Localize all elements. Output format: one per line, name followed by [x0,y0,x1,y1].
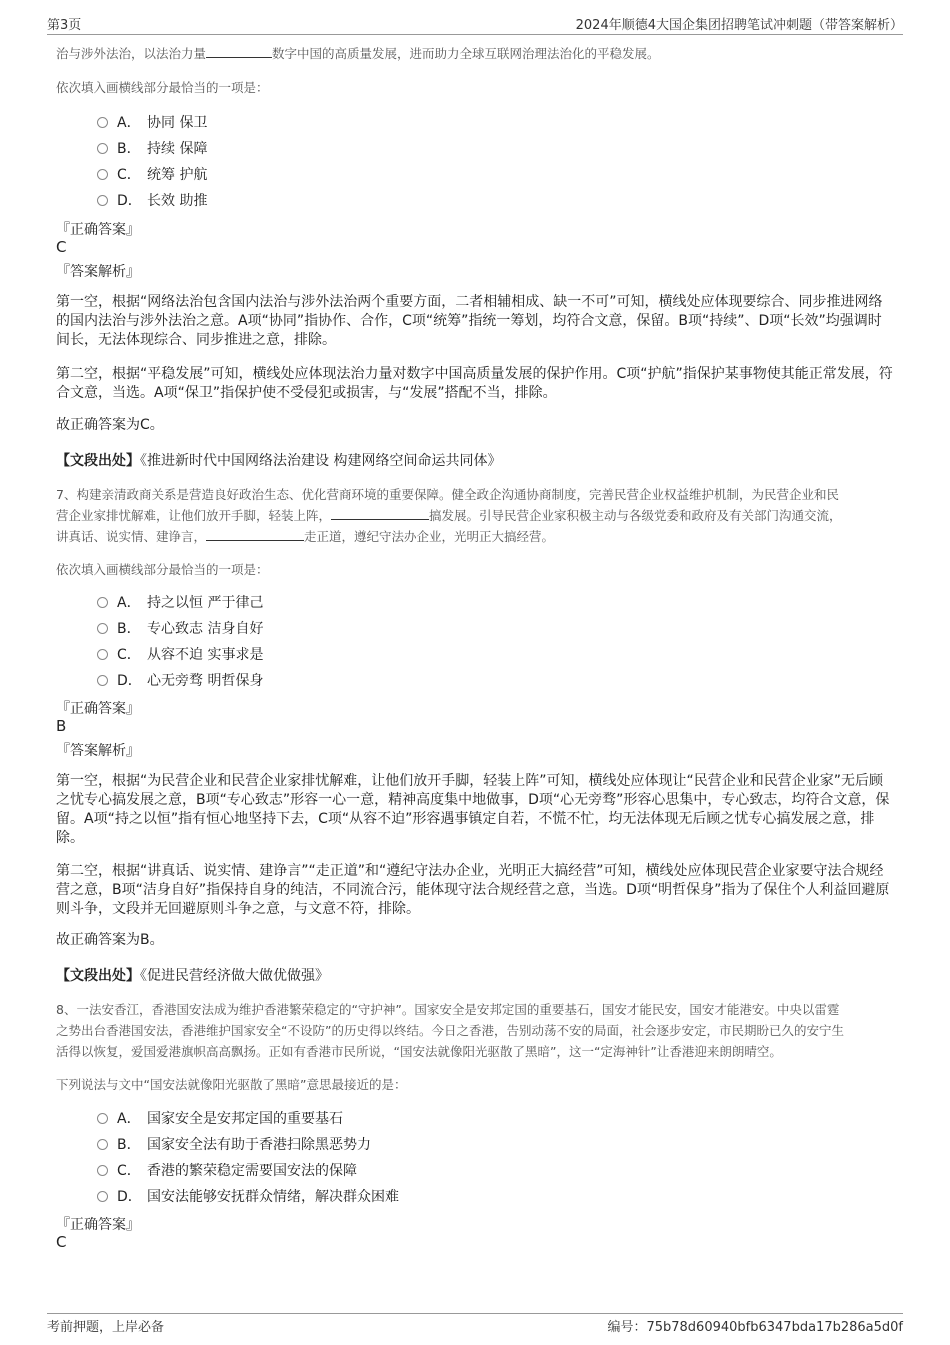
option-text: 专心致志 洁身自好 [147,621,264,637]
option-d[interactable] [97,1186,399,1208]
option-letter: D． [117,193,142,209]
option-text: 持之以恒 严于律己 [147,595,264,611]
radio-icon[interactable] [97,117,108,128]
option-c[interactable] [97,164,207,186]
option-a[interactable] [97,592,263,614]
answer-label: 『正确答案』 [56,701,140,717]
page-header [47,14,903,35]
source-label: 【文段出处】 [56,968,140,984]
option-letter: D． [117,1189,142,1205]
analysis-paragraph: 第二空，根据“平稳发展”可知，横线处应体现法治力量对数字中国高质量发展的保护作用。C项“护航”指保护某事物使其能正常发展，符合文意，当选。A项“保卫”指保护使不受侵犯或损害，与“发展”搭配不当，排除。 [56,366,893,401]
radio-icon[interactable] [97,1165,108,1176]
q6-stem-tail [56,43,906,64]
q7-stem-line [56,505,916,526]
q8-stem-line: 之势出台香港国安法，香港维护国家安全“不设防”的历史得以终结。今日之香港，告别动荡不安的局面，社会逐步安定，市民期盼已久的安宁生 [56,1023,844,1038]
q7-stem-line: 7、构建亲清政商关系是营造良好政治生态、优化营商环境的重要保障。健全政企沟通协商制度，完善民营企业权益维护机制，为民营企业和民 [56,487,839,502]
q7-stem [56,484,916,547]
answer-value: B [56,717,67,735]
option-a[interactable] [97,112,207,134]
option-d[interactable] [97,190,207,212]
footer-slogan: 考前押题，上岸必备 [47,1320,165,1335]
option-letter: B． [117,621,141,637]
analysis-conclusion: 故正确答案为B。 [56,932,164,948]
q8-stem-line: 8、一法安香江，香港国安法成为维护香港繁荣稳定的“守护神”。国家安全是安邦定国的重要基石，国安才能民安，国安才能港安。中央以雷霆 [56,1002,840,1017]
q6-stem-text: 治与涉外法治，以法治力量 [56,46,207,61]
page-number: 第3页 [47,18,82,33]
radio-icon[interactable] [97,195,108,206]
q7-stem-line [56,526,916,547]
option-letter: C． [117,167,141,183]
option-text: 长效 助推 [147,193,208,209]
option-b[interactable] [97,618,263,640]
option-letter: B． [117,1137,141,1153]
option-letter: A． [117,115,141,131]
analysis-paragraph: 第二空，根据“讲真话、说实情、建诤言”“走正道”和“遵纪守法办企业，光明正大搞经营”可知，横线处应体现民营企业家要守法合规经营之意，B项“洁身自好”指保持自身的纯洁，不同流合污，能体现守法合规经营之意，当选。D项“明哲保身”指为了保住个人利益回避原则斗争，文段并无回避原则斗争之意，与文意不符，排除。 [56,863,890,917]
page-footer [47,1313,903,1336]
radio-icon[interactable] [97,623,108,634]
answer-value: C [56,1233,67,1251]
radio-icon[interactable] [97,1113,108,1124]
q6-stem-text: 数字中国的高质量发展，进而助力全球互联网治理法治化的平稳发展。 [272,46,660,61]
option-text: 心无旁骛 明哲保身 [147,673,264,689]
radio-icon[interactable] [97,169,108,180]
option-letter: C． [117,647,141,663]
document-title: 2024年顺德4大国企集团招聘笔试冲刺题（带答案解析） [575,18,903,33]
source-title: 《促进民营经济做大做优做强》 [140,968,329,984]
analysis-paragraph: 第一空，根据“为民营企业和民营企业家排忧解难，让他们放开手脚，轻装上阵”可知，横线处应体现让“民营企业和民营企业家”无后顾之忧专心搞发展之意，B项“专心致志”形容一心一意，精神高度集中地做事，D项“心无旁骛”形容心思集中，专心致志，均符合文意，保留。A项“持之以恒”指有恒心地坚持下去，C项“从容不迫”形容遇事镇定自若，不慌不忙，均无法体现无后顾之忧专心搞发展之意，排除。 [56,773,890,846]
answer-label: 『正确答案』 [56,222,140,238]
option-a[interactable] [97,1108,399,1130]
option-d[interactable] [97,670,263,692]
q7-stem-text: 讲真话、说实情、建诤言， [56,529,207,544]
radio-icon[interactable] [97,143,108,154]
radio-icon[interactable] [97,597,108,608]
option-text: 国家安全法有助于香港扫除黑恶势力 [147,1137,371,1153]
answer-label: 『正确答案』 [56,1217,140,1233]
option-letter: D． [117,673,142,689]
option-text: 持续 保障 [147,141,208,157]
radio-icon[interactable] [97,1139,108,1150]
q8-stem [56,999,916,1062]
source-title: 《推进新时代中国网络法治建设 构建网络空间命运共同体》 [140,453,502,469]
q7-options [97,592,263,692]
analysis-label: 『答案解析』 [56,743,140,759]
option-c[interactable] [97,644,263,666]
code-value: 75b78d60940bfb6347bda17b286a5d0f [646,1320,903,1335]
option-letter: C． [117,1163,141,1179]
option-text: 香港的繁荣稳定需要国安法的保障 [147,1163,357,1179]
option-b[interactable] [97,138,207,160]
option-letter: B． [117,141,141,157]
q6-options [97,112,207,212]
q8-options [97,1108,399,1208]
analysis-paragraph: 第一空，根据“网络法治包含国内法治与涉外法治两个重要方面，二者相辅相成、缺一不可”可知，横线处应体现要综合、同步推进网络的国内法治与涉外法治之意。A项“协同”指协作、合作，C项“统筹”指统一筹划，均符合文意，保留。B项“持续”、D项“长效”均强调时间长，无法体现综合、同步推进之意，排除。 [56,294,883,348]
radio-icon[interactable] [97,1191,108,1202]
option-b[interactable] [97,1134,399,1156]
q7-stem-text: 营企业家排忧解难，让他们放开手脚，轻装上阵， [56,508,332,523]
option-letter: A． [117,1111,141,1127]
analysis-label: 『答案解析』 [56,264,140,280]
option-text: 统筹 护航 [147,167,208,183]
document-code [607,1316,903,1335]
analysis-conclusion: 故正确答案为C。 [56,417,164,433]
radio-icon[interactable] [97,649,108,660]
option-c[interactable] [97,1160,399,1182]
option-text: 国家安全是安邦定国的重要基石 [147,1111,343,1127]
option-text: 协同 保卫 [147,115,208,131]
code-label: 编号： [607,1320,647,1335]
q6-prompt: 依次填入画横线部分最恰当的一项是： [56,80,269,95]
blank-line [331,507,429,520]
option-text: 从容不迫 实事求是 [147,647,264,663]
answer-value: C [56,238,67,256]
blank-line [206,45,272,58]
blank-line [206,528,304,541]
q8-prompt: 下列说法与文中“国安法就像阳光驱散了黑暗”意思最接近的是： [56,1077,407,1092]
option-letter: A． [117,595,141,611]
source-label: 【文段出处】 [56,453,140,469]
q7-prompt: 依次填入画横线部分最恰当的一项是： [56,562,269,577]
radio-icon[interactable] [97,675,108,686]
q7-stem-text: 搞发展。引导民营企业家积极主动与各级党委和政府及有关部门沟通交流， [429,508,842,523]
q7-stem-text: 走正道，遵纪守法办企业，光明正大搞经营。 [304,529,555,544]
q8-stem-line: 活得以恢复，爱国爱港旗帜高高飘扬。正如有香港市民所说，“国安法就像阳光驱散了黑暗”，这一“定海神针”让香港迎来朗朗晴空。 [56,1044,782,1059]
source-citation [56,965,329,985]
option-text: 国安法能够安抚群众情绪，解决群众困难 [147,1189,399,1205]
source-citation [56,450,501,470]
